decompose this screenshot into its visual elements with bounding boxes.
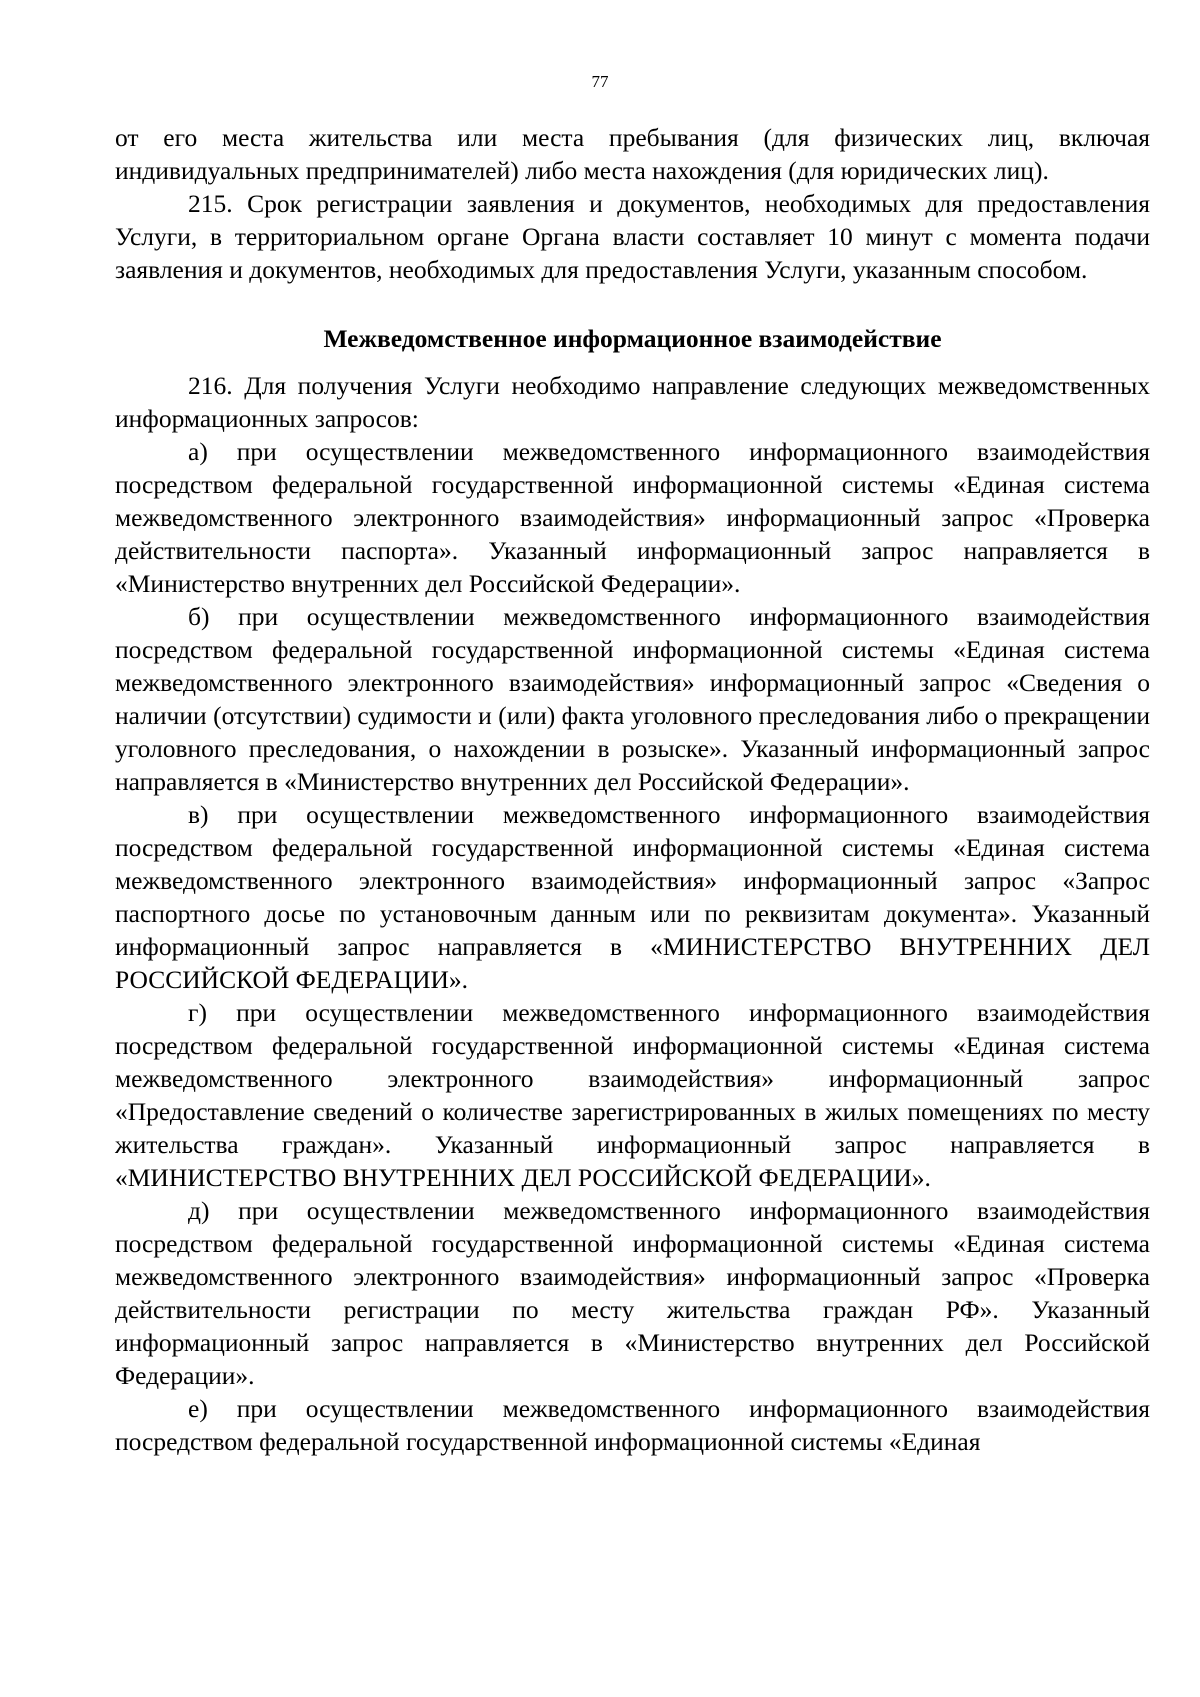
list-item-e: е) при осуществлении межведомственного информационного взаимодействия посредством федеральной государственной информационной системы «Единая (115, 1394, 1150, 1456)
document-body (115, 121, 1150, 1458)
paragraph-215: 215. Срок регистрации заявления и документов, необходимых для предоставления Услуги, в территориальном органе Органа власти составляет 10 минут с момента подачи заявления и документов, необходимых для предоставления Услуги, указанным способом. (115, 189, 1150, 284)
page-number: 77 (591, 72, 609, 91)
list-item-v: в) при осуществлении межведомственного информационного взаимодействия посредством федеральной государственной информационной системы «Единая система межведомственного электронного взаимодействия» информационный запрос «Запрос паспортного досье по установочным данным или по реквизитам документа». Указанный информационный запрос направляется в «МИНИСТЕРСТВО ВНУТРЕННИХ ДЕЛ РОССИЙСКОЙ ФЕДЕРАЦИИ». (115, 800, 1150, 994)
list-item-g: г) при осуществлении межведомственного информационного взаимодействия посредством федеральной государственной информационной системы «Единая система межведомственного электронного взаимодействия» информационный запрос «Предоставление сведений о количестве зарегистрированных в жилых помещениях по месту жительства граждан». Указанный информационный запрос направляется в «МИНИСТЕРСТВО ВНУТРЕННИХ ДЕЛ РОССИЙСКОЙ ФЕДЕРАЦИИ». (115, 998, 1150, 1192)
paragraph-216: 216. Для получения Услуги необходимо направление следующих межведомственных информационных запросов: (115, 371, 1150, 433)
paragraph-continuation: от его места жительства или места пребывания (для физических лиц, включая индивидуальных предпринимателей) либо места нахождения (для юридических лиц). (115, 123, 1150, 185)
section-heading: Межведомственное информационное взаимодействие (323, 324, 942, 353)
list-item-b: б) при осуществлении межведомственного информационного взаимодействия посредством федеральной государственной информационной системы «Единая система межведомственного электронного взаимодействия» информационный запрос «Сведения о наличии (отсутствии) судимости и (или) факта уголовного преследования либо о прекращении уголовного преследования, о нахождении в розыске». Указанный информационный запрос направляется в «Министерство внутренних дел Российской Федерации». (115, 602, 1150, 796)
list-item-a: а) при осуществлении межведомственного информационного взаимодействия посредством федеральной государственной информационной системы «Единая система межведомственного электронного взаимодействия» информационный запрос «Проверка действительности паспорта». Указанный информационный запрос направляется в «Министерство внутренних дел Российской Федерации». (115, 437, 1150, 598)
list-item-d: д) при осуществлении межведомственного информационного взаимодействия посредством федеральной государственной информационной системы «Единая система межведомственного электронного взаимодействия» информационный запрос «Проверка действительности регистрации по месту жительства граждан РФ». Указанный информационный запрос направляется в «Министерство внутренних дел Российской Федерации». (115, 1196, 1150, 1390)
